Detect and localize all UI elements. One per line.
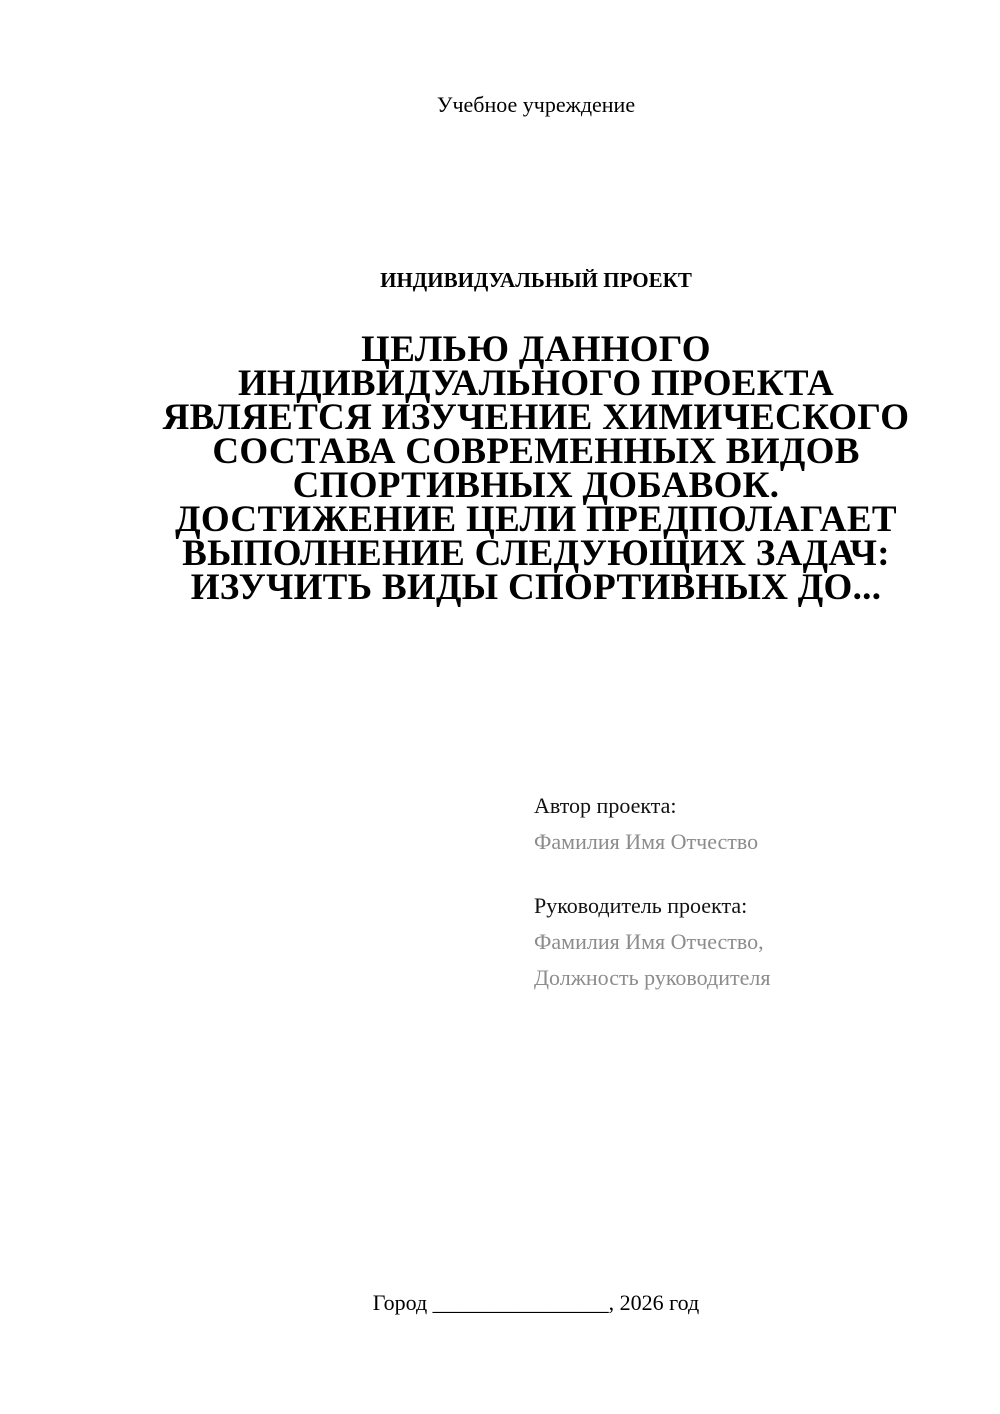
project-type-heading: ИНДИВИДУАЛЬНЫЙ ПРОЕКТ <box>380 268 692 292</box>
project-info-block <box>534 788 770 996</box>
project-title-line: СОСТАВА СОВРЕМЕННЫХ ВИДОВ <box>212 431 860 472</box>
supervisor-name: Фамилия Имя Отчество, <box>534 929 764 954</box>
project-title-line: ВЫПОЛНЕНИЕ СЛЕДУЮЩИХ ЗАДАЧ: <box>182 533 890 574</box>
project-title <box>60 329 1000 608</box>
project-title-line: СПОРТИВНЫХ ДОБАВОК. <box>292 465 780 506</box>
city-year-line: Город ________________, 2026 год <box>372 1290 700 1315</box>
author-label: Автор проекта: <box>534 793 677 818</box>
author-name: Фамилия Имя Отчество <box>534 829 759 854</box>
project-title-line: ИНДИВИДУАЛЬНОГО ПРОЕКТА <box>237 363 835 404</box>
project-title-line: ЯВЛЯЕТСЯ ИЗУЧЕНИЕ ХИМИЧЕСКОГО <box>162 397 910 438</box>
project-title-line: ДОСТИЖЕНИЕ ЦЕЛИ ПРЕДПОЛАГАЕТ <box>175 499 897 540</box>
project-title-line: ИЗУЧИТЬ ВИДЫ СПОРТИВНЫХ ДО... <box>190 567 882 608</box>
supervisor-position: Должность руководителя <box>534 965 771 990</box>
institution-name: Учебное учреждение <box>436 92 636 117</box>
supervisor-label: Руководитель проекта: <box>534 893 748 918</box>
project-title-line: ЦЕЛЬЮ ДАННОГО <box>361 329 711 370</box>
